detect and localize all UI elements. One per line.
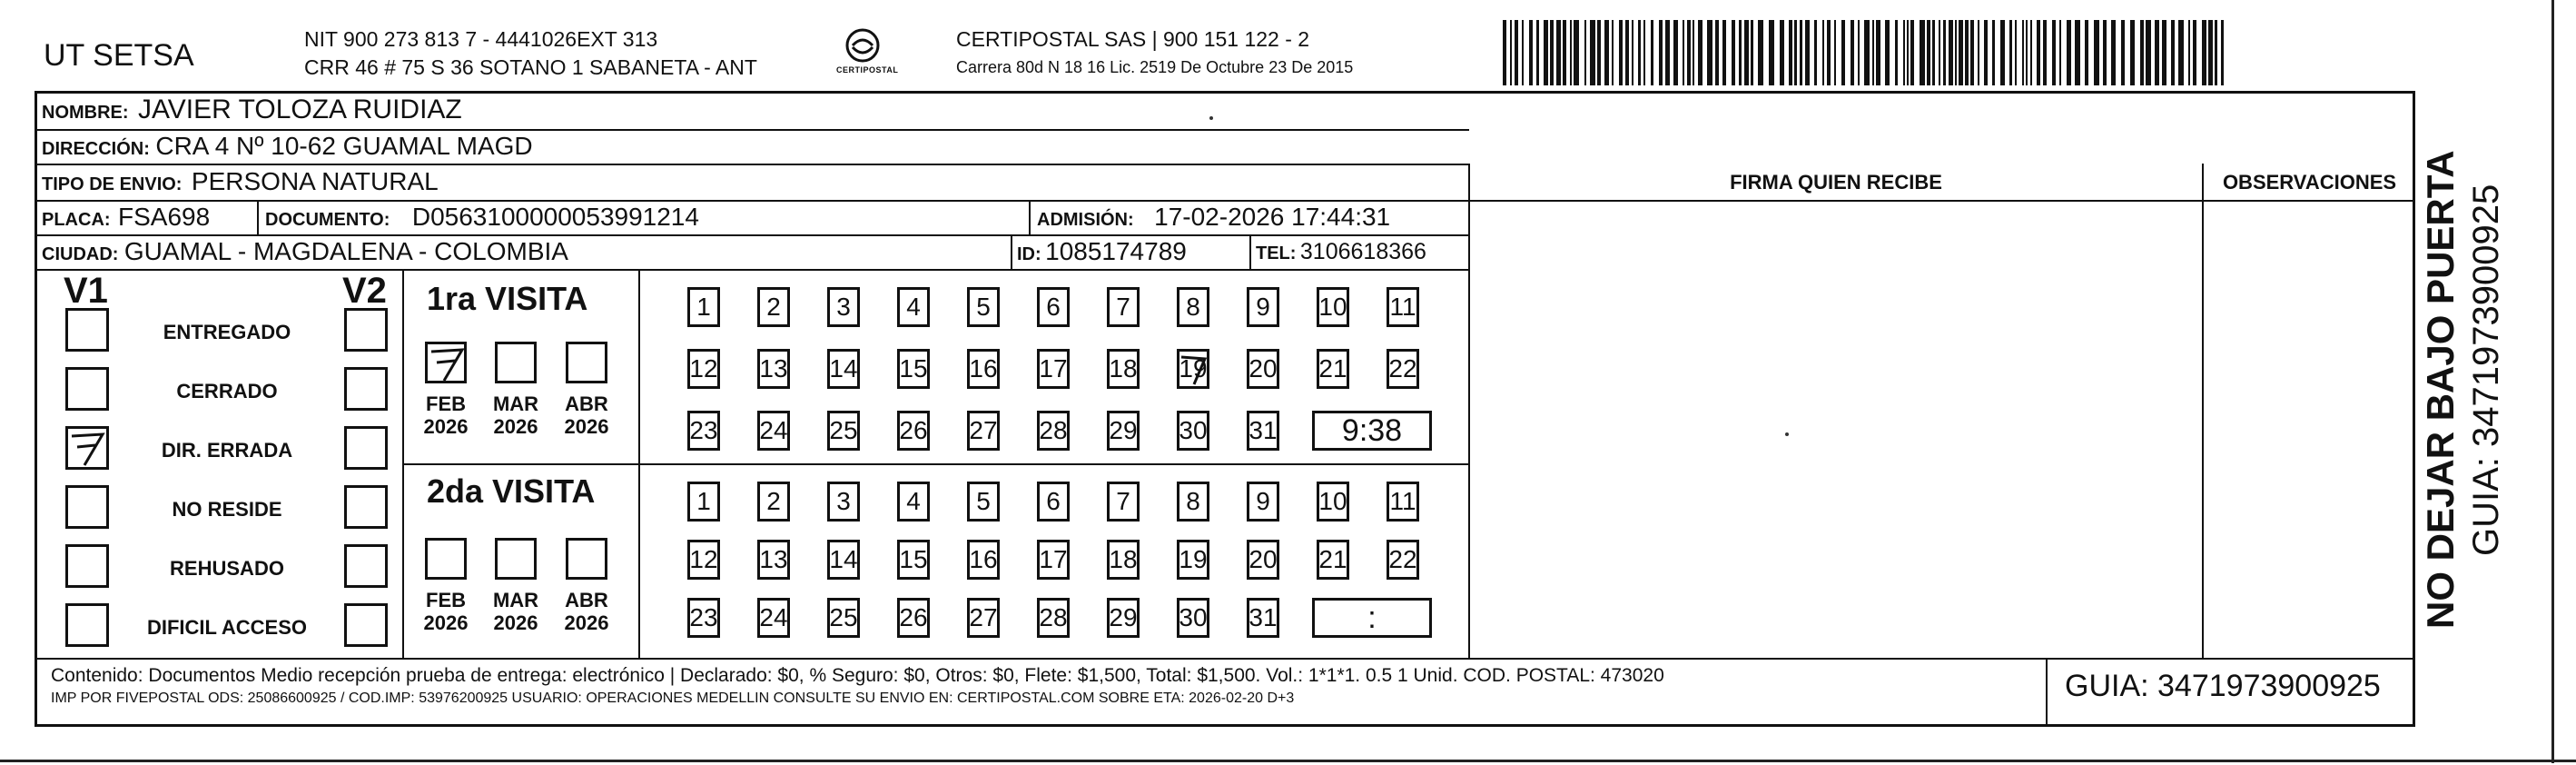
barcode-bar	[1715, 20, 1719, 85]
barcode-bar	[1984, 20, 1988, 85]
first-visit-day-box[interactable]: 4	[897, 287, 930, 327]
second-visit-day-box[interactable]: 3	[827, 482, 860, 522]
barcode-bar	[1597, 20, 1601, 85]
barcode-bar	[2162, 20, 2166, 85]
placa-value: FSA698	[118, 203, 211, 231]
barcode-bar	[1949, 20, 1953, 85]
v2-checkbox[interactable]	[344, 544, 388, 588]
second-visit-day-box[interactable]: 18	[1107, 540, 1140, 580]
first-visit-day-box[interactable]: 28	[1037, 411, 1070, 451]
second-visit-month-label	[559, 589, 614, 635]
first-visit-day-box[interactable]: 23	[687, 411, 720, 451]
barcode-bar	[1814, 20, 1817, 85]
second-visit-day-box[interactable]: 30	[1177, 598, 1209, 638]
barcode-bar	[1927, 20, 1930, 85]
barcode-bar	[1943, 20, 1946, 85]
second-visit-month-checkbox[interactable]	[566, 538, 607, 580]
barcode	[1503, 20, 2229, 85]
barcode-bar	[1515, 20, 1518, 85]
month-year: 2026	[564, 415, 609, 439]
second-visit-day-box[interactable]: 29	[1107, 598, 1140, 638]
second-visit-day-box[interactable]: 17	[1037, 540, 1070, 580]
first-visit-day-box[interactable]: 1	[687, 287, 720, 327]
tipo-value: PERSONA NATURAL	[191, 167, 439, 195]
first-visit-day-box[interactable]: 29	[1107, 411, 1140, 451]
id-cell	[1017, 237, 1187, 266]
barcode-bar	[1665, 20, 1670, 85]
second-visit-day-box[interactable]: 10	[1317, 482, 1349, 522]
observaciones-header: OBSERVACIONES	[2222, 171, 2397, 194]
barcode-bar	[2037, 20, 2040, 85]
barcode-bar	[2030, 20, 2032, 85]
no-dejar-bajo-puerta: NO DEJAR BAJO PUERTA	[2419, 150, 2462, 629]
admision-cell	[1037, 203, 1390, 232]
barcode-bar	[1910, 20, 1914, 85]
nombre-value: JAVIER TOLOZA RUIDIAZ	[138, 94, 462, 124]
ciudad-cell	[42, 237, 568, 266]
barcode-bar	[1780, 20, 1784, 85]
second-visit-title: 2da VISITA	[427, 472, 596, 510]
certipostal-logo	[836, 27, 899, 80]
mark-dot	[1209, 116, 1213, 120]
barcode-bar	[1683, 20, 1684, 85]
first-visit-day-box[interactable]: 20	[1247, 349, 1279, 389]
first-visit-day-box[interactable]: 11	[1387, 287, 1419, 327]
barcode-bar	[2171, 20, 2175, 85]
admision-label: ADMISIÓN:	[1037, 210, 1134, 230]
v2-checkbox[interactable]	[344, 426, 388, 470]
barcode-bar	[1563, 20, 1566, 85]
v2-checkbox[interactable]	[344, 308, 388, 352]
status-option-label: NO RESIDE	[172, 498, 282, 521]
barcode-bar	[2130, 20, 2135, 85]
first-visit-day-box[interactable]: 12	[687, 349, 720, 389]
second-visit-day-box[interactable]: 24	[757, 598, 790, 638]
barcode-bar	[2202, 20, 2206, 85]
barcode-bar	[2067, 20, 2071, 85]
barcode-bar	[1574, 20, 1579, 85]
second-visit-day-box[interactable]: 4	[897, 482, 930, 522]
barcode-bar	[1834, 20, 1836, 85]
barcode-bar	[1872, 20, 1874, 85]
second-visit-day-box[interactable]: 2	[757, 482, 790, 522]
barcode-bar	[2026, 20, 2028, 85]
barcode-bar	[1932, 20, 1935, 85]
first-visit-title: 1ra VISITA	[427, 280, 588, 317]
second-visit-day-box[interactable]: 22	[1387, 540, 1419, 580]
barcode-bar	[1992, 20, 1995, 85]
v1-checkbox[interactable]	[65, 308, 109, 352]
first-visit-month-label	[419, 392, 473, 439]
direccion-row	[42, 132, 533, 161]
barcode-bar	[2178, 20, 2184, 85]
barcode-bar	[1885, 20, 1890, 85]
barcode-bar	[1556, 20, 1561, 85]
first-visit-day-box[interactable]: 6	[1037, 287, 1070, 327]
status-option-label: ENTREGADO	[163, 321, 291, 343]
v1-checkbox[interactable]	[65, 603, 109, 647]
first-visit-time-box[interactable]: 9:38	[1312, 411, 1432, 451]
first-visit-day-box[interactable]: 25	[827, 411, 860, 451]
barcode-bar	[1619, 20, 1623, 85]
barcode-bar	[1651, 20, 1653, 85]
day-number: 19	[1179, 354, 1208, 382]
barcode-bar	[1570, 20, 1572, 85]
address-line: CRR 46 # 75 S 36 SOTANO 1 SABANETA - ANT	[304, 55, 757, 79]
documento-label: DOCUMENTO:	[265, 210, 390, 230]
barcode-bar	[1751, 20, 1753, 85]
tel-cell	[1256, 239, 1426, 265]
first-visit-day-box[interactable]: 13	[757, 349, 790, 389]
barcode-bar	[1939, 20, 1940, 85]
first-visit-day-box[interactable]: 5	[967, 287, 1000, 327]
barcode-bar	[2193, 20, 2196, 85]
second-visit-day-box[interactable]: 8	[1177, 482, 1209, 522]
barcode-bar	[1920, 20, 1925, 85]
placa-label: PLACA:	[42, 210, 111, 230]
barcode-bar	[1632, 20, 1633, 85]
v1-checkbox[interactable]	[65, 367, 109, 411]
status-option-label: DIFICIL ACCESO	[146, 616, 307, 639]
second-visit-day-box[interactable]: 26	[897, 598, 930, 638]
barcode-bar	[2052, 20, 2056, 85]
month-name: ABR	[565, 392, 608, 415]
first-visit-day-box[interactable]: 2	[757, 287, 790, 327]
barcode-bar	[1769, 20, 1774, 85]
barcode-bar	[2075, 20, 2080, 85]
second-visit-day-box[interactable]: 21	[1317, 540, 1349, 580]
v1-checkbox[interactable]	[65, 544, 109, 588]
barcode-bar	[1841, 20, 1845, 85]
barcode-bar	[1550, 20, 1554, 85]
second-visit-day-box[interactable]: 19	[1177, 540, 1209, 580]
barcode-bar	[1864, 20, 1870, 85]
month-name: FEB	[426, 392, 466, 415]
second-visit-month-checkbox[interactable]	[425, 538, 467, 580]
ciudad-value: GUAMAL - MAGDALENA - COLOMBIA	[123, 237, 568, 265]
barcode-bar	[2111, 20, 2116, 85]
first-visit-month-checkbox[interactable]	[495, 342, 537, 383]
first-visit-day-box[interactable]: 22	[1387, 349, 1419, 389]
month-year: 2026	[423, 611, 469, 635]
id-value: 1085174789	[1045, 237, 1187, 265]
month-year: 2026	[493, 415, 538, 439]
month-name: MAR	[492, 392, 539, 415]
barcode-bar	[1503, 20, 1506, 85]
documento-cell	[265, 203, 699, 232]
v1-checkbox[interactable]	[65, 426, 109, 470]
first-visit-day-box[interactable]: 24	[757, 411, 790, 451]
first-visit-day-box[interactable]: 26	[897, 411, 930, 451]
status-option-label: REHUSADO	[170, 557, 284, 580]
barcode-bar	[1687, 20, 1691, 85]
second-visit-time-box[interactable]: :	[1312, 598, 1432, 638]
second-visit-month-checkbox[interactable]	[495, 538, 537, 580]
first-visit-day-box[interactable]: 3	[827, 287, 860, 327]
nombre-row	[42, 94, 462, 125]
tel-value: 3106618366	[1299, 239, 1426, 264]
month-year: 2026	[564, 611, 609, 635]
second-visit-day-box[interactable]: 28	[1037, 598, 1070, 638]
barcode-bar	[1659, 20, 1663, 85]
barcode-bar	[1732, 20, 1735, 85]
firma-header: FIRMA QUIEN RECIBE	[1730, 171, 1942, 194]
barcode-bar	[1959, 20, 1963, 85]
direccion-label: DIRECCIÓN:	[42, 139, 150, 159]
nombre-label: NOMBRE:	[42, 103, 129, 123]
placa-cell	[42, 203, 210, 232]
barcode-bar	[2208, 20, 2213, 85]
barcode-bar	[1876, 20, 1880, 85]
barcode-bar	[1789, 20, 1792, 85]
second-visit-month-label	[489, 589, 543, 635]
id-label: ID:	[1017, 244, 1041, 264]
barcode-bar	[1707, 20, 1712, 85]
footer-line1: Contenido: Documentos Medio recepción prueba de entrega: electrónico | Declarado: $0, % Seguro: $0, Otros: $0, Flete: $1,500, Total: $1,500. Vol.: 1*1*1. 0.5 1 Unid. COD. POSTAL: 473020	[51, 665, 1664, 686]
barcode-bar	[1612, 20, 1614, 85]
barcode-bar	[1907, 20, 1909, 85]
barcode-bar	[1851, 20, 1854, 85]
barcode-bar	[1590, 20, 1595, 85]
v1-checkbox[interactable]	[65, 485, 109, 529]
first-visit-day-box[interactable]: 31	[1247, 411, 1279, 451]
second-visit-day-box[interactable]: 25	[827, 598, 860, 638]
barcode-bar	[1955, 20, 1957, 85]
barcode-bar	[2155, 20, 2159, 85]
mark-dot	[1785, 432, 1789, 436]
status-option-label: CERRADO	[176, 380, 278, 402]
documento-value: D0563100000053991214	[411, 203, 699, 231]
second-visit-day-box[interactable]: 12	[687, 540, 720, 580]
v2-checkbox[interactable]	[344, 485, 388, 529]
barcode-bar	[1673, 20, 1678, 85]
barcode-bar	[1739, 20, 1742, 85]
barcode-bar	[1604, 20, 1609, 85]
tipo-row	[42, 167, 439, 196]
first-visit-day-box[interactable]: 21	[1317, 349, 1349, 389]
second-visit-day-box[interactable]: 27	[967, 598, 1000, 638]
first-visit-month-checkbox[interactable]	[566, 342, 607, 383]
v2-label: V2	[342, 271, 387, 311]
tel-label: TEL:	[1256, 243, 1297, 263]
ciudad-label: CIUDAD:	[42, 244, 119, 264]
v2-checkbox[interactable]	[344, 603, 388, 647]
first-visit-day-box[interactable]: 14	[827, 349, 860, 389]
direccion-value: CRA 4 Nº 10-62 GUAMAL MAGD	[155, 132, 533, 160]
barcode-bar	[2094, 20, 2099, 85]
footer-line2: IMP POR FIVEPOSTAL ODS: 25086600925 / COD.IMP: 53976200925 USUARIO: OPERACIONES MEDELLIN CONSULTE SU ENVIO EN: CERTIPOSTAL.COM SOBRE ETA: 2026-02-20 D+3	[51, 690, 1295, 706]
month-name: ABR	[565, 589, 608, 611]
month-year: 2026	[493, 611, 538, 635]
barcode-bar	[1895, 20, 1898, 85]
second-visit-day-box[interactable]: 20	[1247, 540, 1279, 580]
v2-checkbox[interactable]	[344, 367, 388, 411]
second-visit-day-box[interactable]: 6	[1037, 482, 1070, 522]
first-visit-month-checkbox[interactable]	[425, 342, 467, 383]
barcode-bar	[2085, 20, 2088, 85]
barcode-bar	[1970, 20, 1974, 85]
barcode-bar	[1529, 20, 1533, 85]
logo-text: CERTIPOSTAL	[836, 65, 899, 75]
barcode-bar	[1800, 20, 1802, 85]
second-visit-day-box[interactable]: 5	[967, 482, 1000, 522]
barcode-bar	[1903, 20, 1905, 85]
tipo-label: TIPO DE ENVIO:	[42, 174, 183, 194]
barcode-bar	[1522, 20, 1524, 85]
first-visit-day-box[interactable]: 8	[1177, 287, 1209, 327]
barcode-bar	[1758, 20, 1763, 85]
barcode-bar	[1510, 20, 1512, 85]
certipostal-line1: CERTIPOSTAL SAS | 900 151 122 - 2	[956, 27, 1310, 51]
barcode-bar	[1805, 20, 1810, 85]
first-visit-day-box[interactable]: 10	[1317, 287, 1349, 327]
first-visit-day-box[interactable]: 7	[1107, 287, 1140, 327]
barcode-bar	[2140, 20, 2144, 85]
second-visit-day-box[interactable]: 7	[1107, 482, 1140, 522]
first-visit-day-box[interactable]: 30	[1177, 411, 1209, 451]
barcode-bar	[2015, 20, 2017, 85]
barcode-bar	[1965, 20, 1969, 85]
first-visit-month-label	[559, 392, 614, 439]
month-name: FEB	[426, 589, 466, 611]
barcode-bar	[2000, 20, 2005, 85]
barcode-bar	[1536, 20, 1539, 85]
second-visit-day-box[interactable]: 23	[687, 598, 720, 638]
second-visit-month-label	[419, 589, 473, 635]
barcode-bar	[1698, 20, 1703, 85]
barcode-bar	[2221, 20, 2224, 85]
first-visit-day-box[interactable]: 17	[1037, 349, 1070, 389]
second-visit-day-box[interactable]: 11	[1387, 482, 1419, 522]
second-visit-day-box[interactable]: 16	[967, 540, 1000, 580]
barcode-bar	[2103, 20, 2107, 85]
first-visit-day-box[interactable]: 15	[897, 349, 930, 389]
barcode-bar	[2043, 20, 2047, 85]
barcode-bar	[1744, 20, 1749, 85]
barcode-bar	[2059, 20, 2061, 85]
barcode-bar	[1722, 20, 1726, 85]
barcode-bar	[1544, 20, 1548, 85]
footer-guia: GUIA: 3471973900925	[2065, 669, 2381, 703]
side-guia: GUIA: 3471973900925	[2466, 184, 2506, 556]
barcode-bar	[1822, 20, 1824, 85]
second-visit-day-box[interactable]: 13	[757, 540, 790, 580]
second-visit-day-box[interactable]: 9	[1247, 482, 1279, 522]
second-visit-day-box[interactable]: 14	[827, 540, 860, 580]
barcode-bar	[1638, 20, 1641, 85]
barcode-bar	[1858, 20, 1860, 85]
barcode-bar	[1794, 20, 1797, 85]
certipostal-line2: Carrera 80d N 18 16 Lic. 2519 De Octubre 23 De 2015	[956, 58, 1354, 76]
barcode-bar	[1693, 20, 1694, 85]
month-year: 2026	[423, 415, 469, 439]
barcode-bar	[2215, 20, 2217, 85]
barcode-bar	[1643, 20, 1645, 85]
barcode-bar	[1584, 20, 1586, 85]
second-visit-day-box[interactable]: 31	[1247, 598, 1279, 638]
month-name: MAR	[492, 589, 539, 611]
second-visit-day-box[interactable]: 1	[687, 482, 720, 522]
barcode-bar	[2188, 20, 2190, 85]
v1-label: V1	[64, 271, 108, 311]
barcode-bar	[2009, 20, 2012, 85]
barcode-bar	[1978, 20, 1979, 85]
first-visit-day-box[interactable]	[1177, 349, 1209, 389]
second-visit-day-box[interactable]: 15	[897, 540, 930, 580]
barcode-bar	[1625, 20, 1629, 85]
first-visit-day-box[interactable]: 9	[1247, 287, 1279, 327]
barcode-bar	[2022, 20, 2024, 85]
first-visit-day-box[interactable]: 16	[967, 349, 1000, 389]
status-option-label: DIR. ERRADA	[161, 439, 293, 462]
first-visit-month-label	[489, 392, 543, 439]
admision-value: 17-02-2026 17:44:31	[1154, 203, 1391, 231]
barcode-bar	[2121, 20, 2125, 85]
nit-line: NIT 900 273 813 7 - 4441026EXT 313	[304, 27, 658, 51]
company-name: UT SETSA	[44, 38, 194, 73]
barcode-bar	[1827, 20, 1831, 85]
first-visit-day-box[interactable]: 18	[1107, 349, 1140, 389]
barcode-bar	[2146, 20, 2151, 85]
first-visit-day-box[interactable]: 27	[967, 411, 1000, 451]
